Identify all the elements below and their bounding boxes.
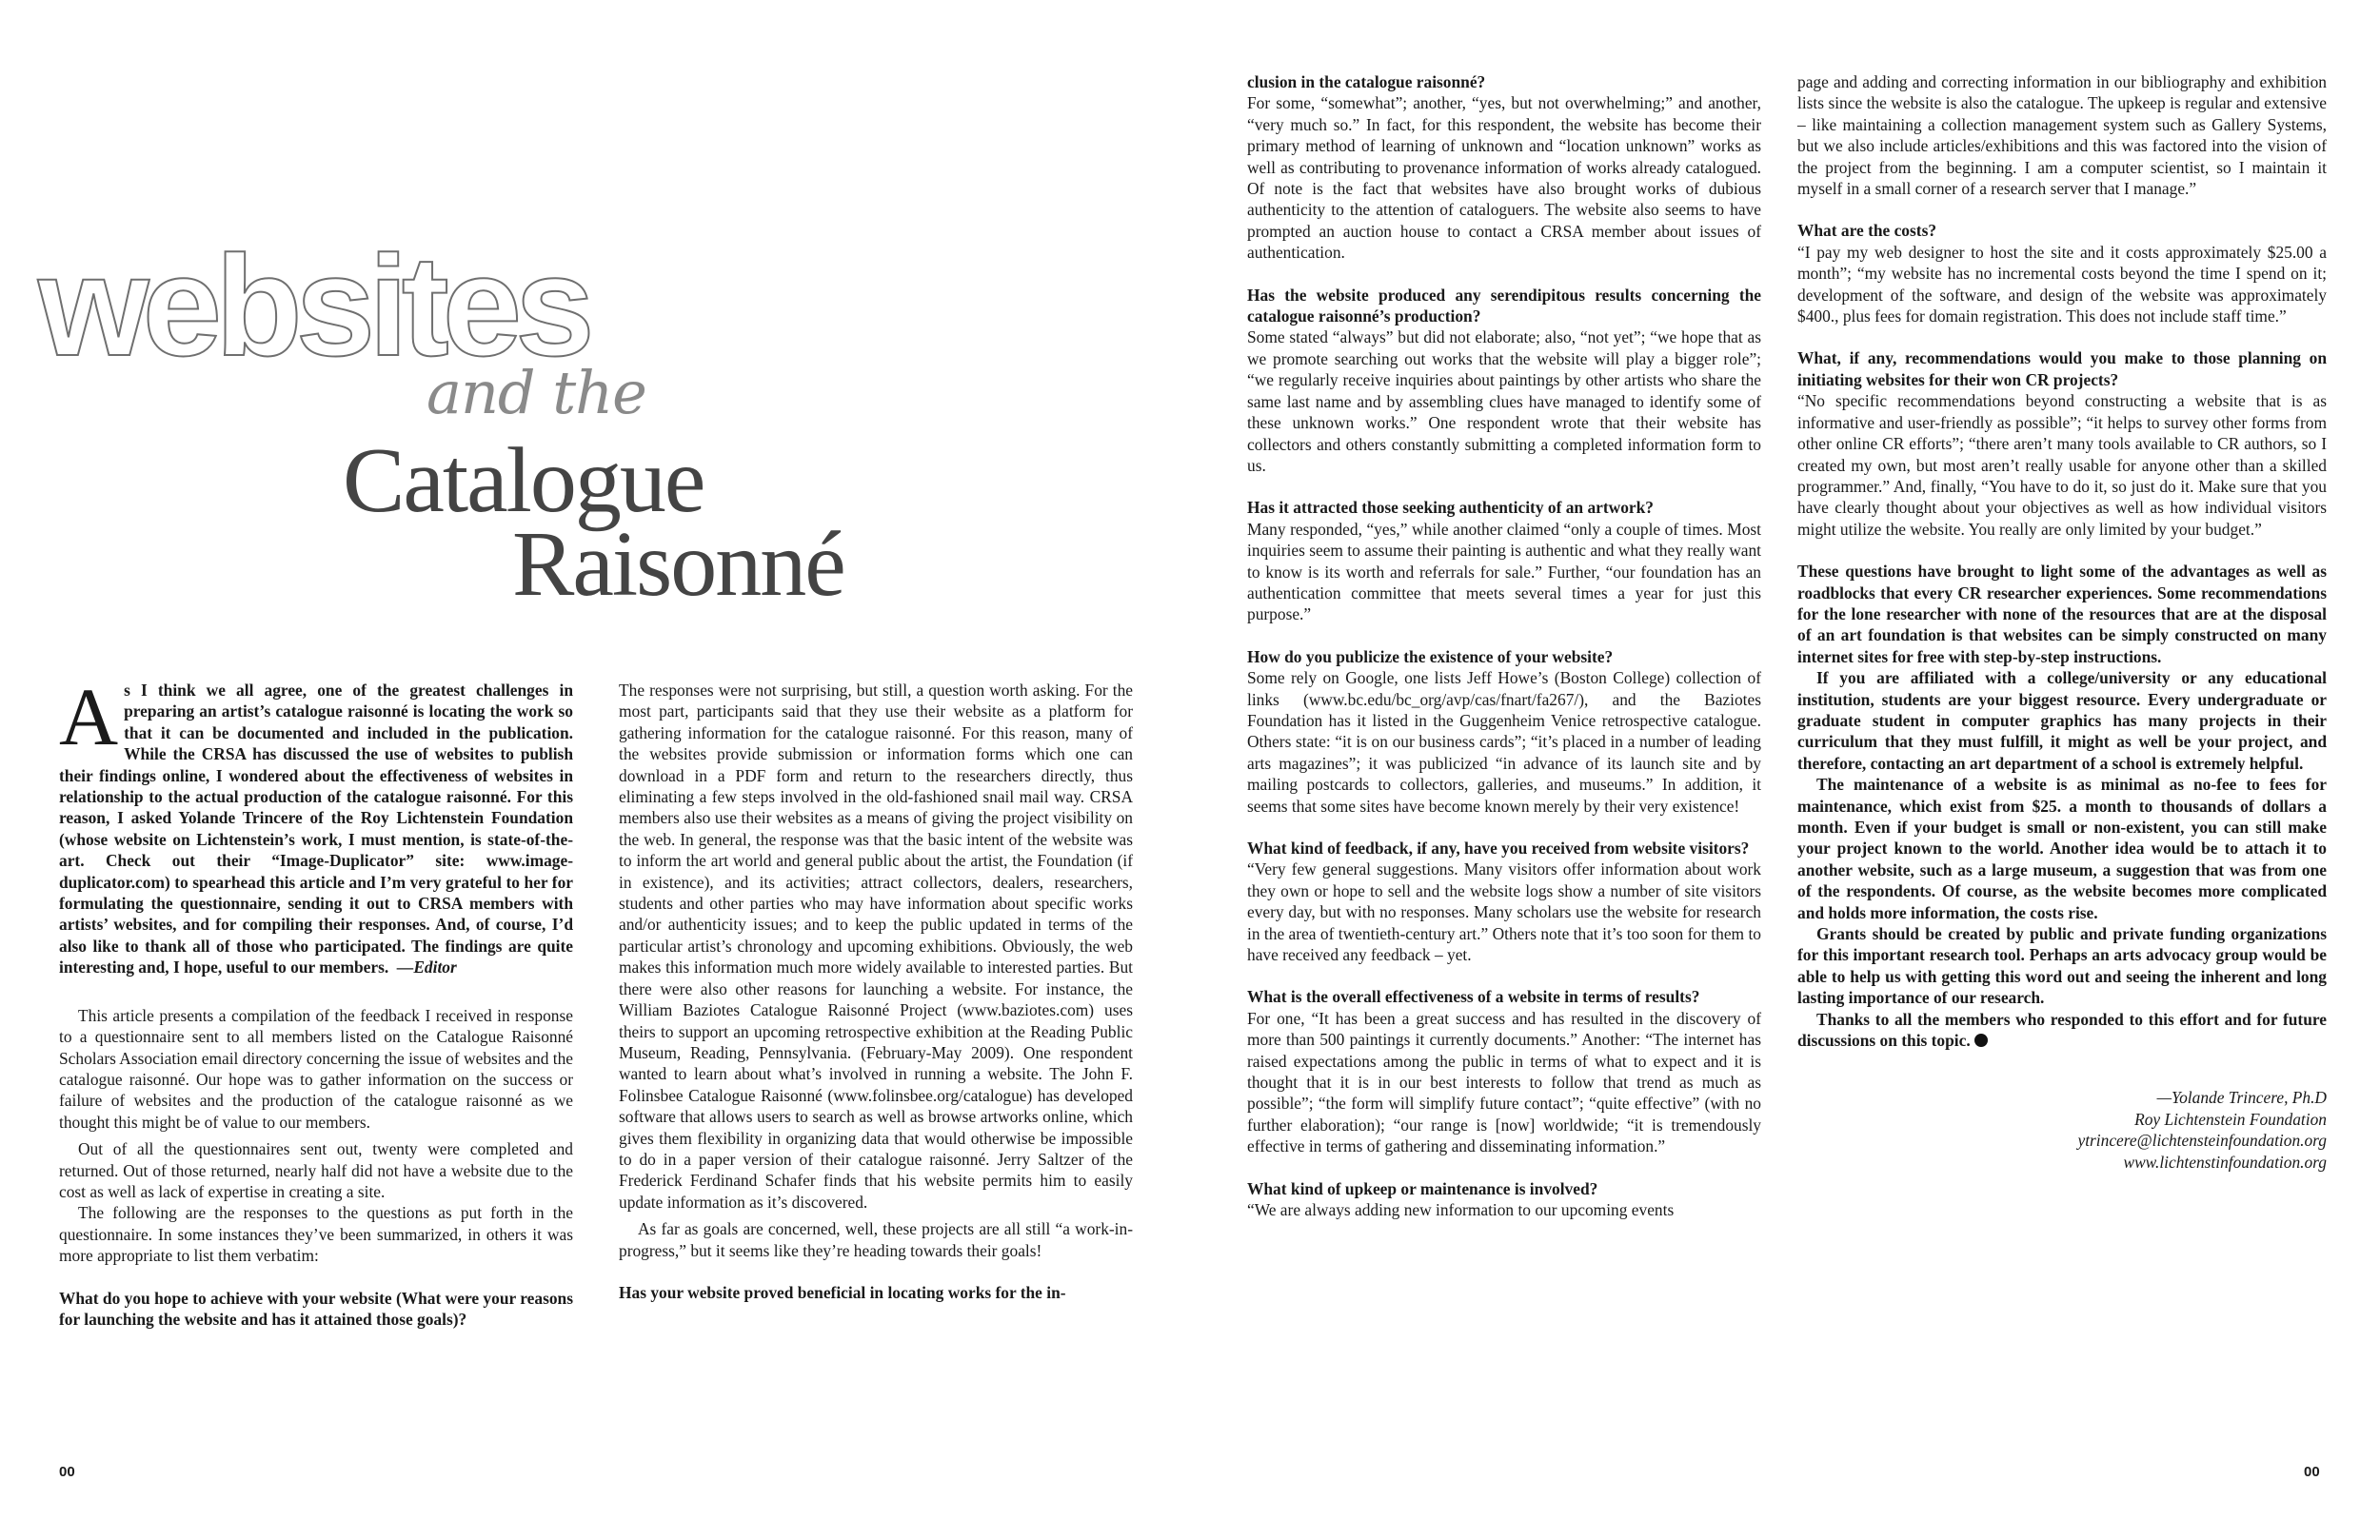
title-and-the: and the <box>426 358 646 427</box>
answer-paragraph: Some stated “always” but did not elaborate; also, “not yet”; “we hope that as we promote searching out works that the website will play a bigger role”; “we regularly receive inquiries about paintings by other artists who share the same last name and by assembling clues have managed to identify some of these unknown works.” One respondent wrote that their website has collectors and others constantly submitting a completed information form to us. <box>1247 327 1761 475</box>
conclusion-paragraph: Grants should be created by public and private funding organizations for this important research tool. Perhaps an arts advocacy group would be able to help us with getting this word out and seeing the inherent and long lasting importance of our research. <box>1797 924 2327 1008</box>
question-heading: What kind of feedback, if any, have you received from website visitors? <box>1247 839 1750 858</box>
conclusion-paragraph: Thanks to all the members who responded to this effort and for future discussions on this topic. <box>1797 1009 2327 1051</box>
author-website: www.lichtenstinfoundation.org <box>2123 1152 2327 1172</box>
page-number-left: 00 <box>59 1464 75 1480</box>
conclusion-paragraph: The maintenance of a website is as minimal as no-fee to fees for maintenance, which exist from $25. a month to thousands of dollars a month. Even if your budget is small or non-existent, you can still make your project known to the world. Another idea would be to attach it to another website, such as a large museum, a suggestion that was from one of the respondents. Of course, as the website becomes more complicated and holds more information, the costs rise. <box>1797 775 2327 922</box>
question-heading: Has your website proved beneficial in locating works for the in- <box>619 1282 1066 1302</box>
conclusion-paragraph: These questions have brought to light some of the advantages as well as roadblocks that every CR researcher experiences. Some recommendations for the lone researcher with none of the resources that are at the disposal of an art foundation is that websites can be simply constructed on many internet sites for free with step-by-step instructions. <box>1797 562 2327 666</box>
answer-paragraph: For one, “It has been a great success and has resulted in the discovery of more than 500 paintings it currently documents.” Another: “The internet has raised expectations among the public in terms of what to expect and it is thought that it is in our best interests to follow that trend as much as possible”; “the form will simplify future contact”; “quite effective” (with no further elaboration); “our range is [now] worldwide; “it is tremendously effective in terms of gathering and disseminating information.” <box>1247 1008 1761 1156</box>
answer-paragraph: “We are always adding new information to our upcoming events <box>1247 1200 1675 1220</box>
question-heading: What do you hope to achieve with your website (What were your reasons for launching the website and has it attained those goals)? <box>59 1288 573 1329</box>
body-paragraph: Out of all the questionnaires sent out, twenty were completed and returned. Out of those returned, nearly half did not have a website due to the cost as well as lack of expertise in creating a site. <box>59 1139 573 1201</box>
title-catalogue: Catalogue <box>343 429 704 532</box>
body-paragraph: The responses were not surprising, but still, a question worth asking. For the most part, participants said that they use their website as a platform for gathering information for the catalogue raisonné. For this reason, many of the websites provide submission or information forms which one can download in a PDF form and return to the researchers directly, thus eliminating a few steps involved in the old-fashioned snail mail way. CRSA members also use their websites as a means of giving the project visibility on the web. In general, the response was that the basic intent of the website was to inform the art world and general public about the artist, the Foundation (if in existence), and its activities; attract collectors, dealers, researchers, students and other parties who may have information about specific works and/or authenticity issues; and to keep the public updated in terms of the particular artist’s chronology and upcoming exhibitions. Obviously, the web makes this information much more widely available to interested parties. But there were also other reasons for launching a website. For instance, the William Baziotes Catalogue Raisonné Project (www.baziotes.com) uses theirs to support an upcoming retrospective exhibition at the Reading Public Museum, Reading, Pennsylvania. (February-May 2009). One respondent wanted to learn about what’s involved in running a website. The John F. Folinsbee Catalogue Raisonné (www.folinsbee.org/catalogue) has developed software that allows users to search as well as browse artworks online, which gives them flexibility in organizing data that would otherwise be impossible to do in a paper version of their catalogue raisonné. Jerry Saltzer of the Frederick Ferdinand Schafer finds that his website permits him to easily update information as it’s discovered. <box>619 681 1133 1212</box>
question-heading: How do you publicize the existence of your website? <box>1247 646 1614 666</box>
question-heading: What, if any, recommendations would you make to those planning on initiating websites for their won CR projects? <box>1797 348 2327 389</box>
author-email: ytrincere@lichtensteinfoundation.org <box>2077 1131 2327 1151</box>
conclusion-paragraph: If you are affiliated with a college/university or any educational institution, students are your biggest resource. Every undergraduate or graduate student in computer graphics has many projects in their curriculum that they must fulfill, it might as well be your project, and therefore, contacting an art department of a school is extremely helpful. <box>1797 668 2327 773</box>
signature-block <box>1797 1087 2327 1173</box>
article-title <box>0 0 952 666</box>
body-paragraph: As far as goals are concerned, well, these projects are all still “a work-in-progress,” but it seems like they’re heading towards their goals! <box>619 1219 1133 1260</box>
column-2 <box>619 680 1133 1303</box>
title-websites: websites <box>38 226 588 385</box>
answer-paragraph: For some, “somewhat”; another, “yes, but not overwhelming;” and another, “very much so.” In fact, for this respondent, the website has become their primary method of learning of unknown and “location unknown” works as well as contributing to provenance information of works already catalogued. Of note is the fact that websites have also brought works of dubious authenticity to the attention of cataloguers. The website also seems to have prompted an auction house to contact a CRSA member about issues of authentication. <box>1247 93 1761 263</box>
drop-cap: A <box>59 671 119 762</box>
column-1 <box>59 671 573 1330</box>
question-heading: clusion in the catalogue raisonné? <box>1247 72 1486 91</box>
column-4 <box>1797 71 2327 1173</box>
intro-paragraph: As I think we all agree, one of the greatest challenges in preparing an artist’s catalogue raisonné is locating the work so that it can be documented and included in the publication. While the CRSA has discussed the use of websites to publish their findings online, I wondered about the effectiveness of websites in relationship to the actual production of the catalogue raisonné. For this reason, I asked Yolande Trincere of the Roy Lichtenstein Foundation (whose website on Lichtenstein’s work, I must mention, is state-of-the-art. Check out their “Image-Duplicator” site: www.image-duplicator.com) to spearhead this article and I’m very grateful to her for formulating the questionnaire, sending it out to CRSA members with artists’ websites, and for compiling their responses. And, of course, I’d also like to thank all of those who participated. The findings are quite interesting and, I hope, useful to our members. —Editor <box>59 671 573 977</box>
end-mark-icon <box>1974 1034 1988 1047</box>
question-heading: What is the overall effectiveness of a website in terms of results? <box>1247 987 1700 1007</box>
column-3 <box>1247 71 1761 1221</box>
body-paragraph: This article presents a compilation of the feedback I received in response to a questionnaire sent to all members listed on the Catalogue Raisonné Scholars Association email directory concerning the issue of websites and the catalogue raisonné. Our hope was to gather information on the success or failure of websites and the production of the catalogue raisonné as we thought this might be of value to our members. <box>59 1005 573 1132</box>
question-heading: Has the website produced any serendipitous results concerning the catalogue raisonné’s production? <box>1247 285 1761 326</box>
question-heading: Has it attracted those seeking authenticity of an artwork? <box>1247 498 1654 518</box>
answer-paragraph: “I pay my web designer to host the site and it costs approximately $25.00 a month”; “my website has no incremental costs beyond the time I spend on it; development of the software, and design of the website was approximately $400., plus fees for domain registration. This does not include staff time.” <box>1797 242 2327 326</box>
answer-paragraph: “No specific recommendations beyond constructing a website that is as informative and user-friendly as possible”; “it helps to survey other forms from other online CR efforts”; “there aren’t many tools available to CR authors, so I created my own, but most aren’t really usable for anyone other than a skilled programmer.” And, finally, “You have to do it, so just do it. Make sure that you have clearly thought about your objectives as well as how individual visitors might utilize the website. You really are only limited by your budget.” <box>1797 391 2327 539</box>
editor-credit: —Editor <box>396 958 457 977</box>
author-name: —Yolande Trincere, Ph.D <box>2156 1088 2327 1108</box>
question-heading: What are the costs? <box>1797 221 1937 241</box>
answer-paragraph: “Very few general suggestions. Many visitors offer information about work they own or hope to sell and the website logs show a number of site visitors every day, but with no responses. Many scholars use the website for research in the area of twentieth-century art.” Others note that it’s too soon for them to have received any feedback – yet. <box>1247 859 1761 965</box>
page-number-right: 00 <box>2304 1464 2320 1480</box>
body-paragraph: The following are the responses to the questions as put forth in the questionnaire. In some instances they’ve been summarized, in others it was more appropriate to list them verbatim: <box>59 1203 573 1266</box>
title-raisonne: Raisonné <box>512 513 844 616</box>
author-organization: Roy Lichtenstein Foundation <box>2134 1109 2327 1129</box>
question-heading: What kind of upkeep or maintenance is involved? <box>1247 1178 1598 1198</box>
answer-paragraph: page and adding and correcting information in our bibliography and exhibition lists since the website is also the catalogue. The upkeep is regular and extensive – like maintaining a collection management system such as Gallery Systems, but we also include articles/exhibitions and this was factored into the vision of the project from the beginning. I am a computer scientist, so I maintain it myself in a small corner of a research server that I manage.” <box>1797 72 2327 199</box>
answer-paragraph: Many responded, “yes,” while another claimed “only a couple of times. Most inquiries seem to assume their painting is authentic and what they really want to know is its worth and referrals for sale.” Further, “our foundation has an authentication committee that meets several times a year for just this purpose.” <box>1247 519 1761 624</box>
answer-paragraph: Some rely on Google, one lists Jeff Howe’s (Boston College) collection of links (www.bc.edu/bc_org/avp/cas/fnart/fa267/), and the Baziotes Foundation has it listed in the Guggenheim Venice retrospective catalogue. Others state: “it is on our business cards”; “it’s placed in a number of leading arts magazines”; it was publicized “in advance of its launch site and by mailing postcards to collectors, galleries, and museums.” In addition, it seems that some sites have become known merely by their very existence! <box>1247 668 1761 816</box>
